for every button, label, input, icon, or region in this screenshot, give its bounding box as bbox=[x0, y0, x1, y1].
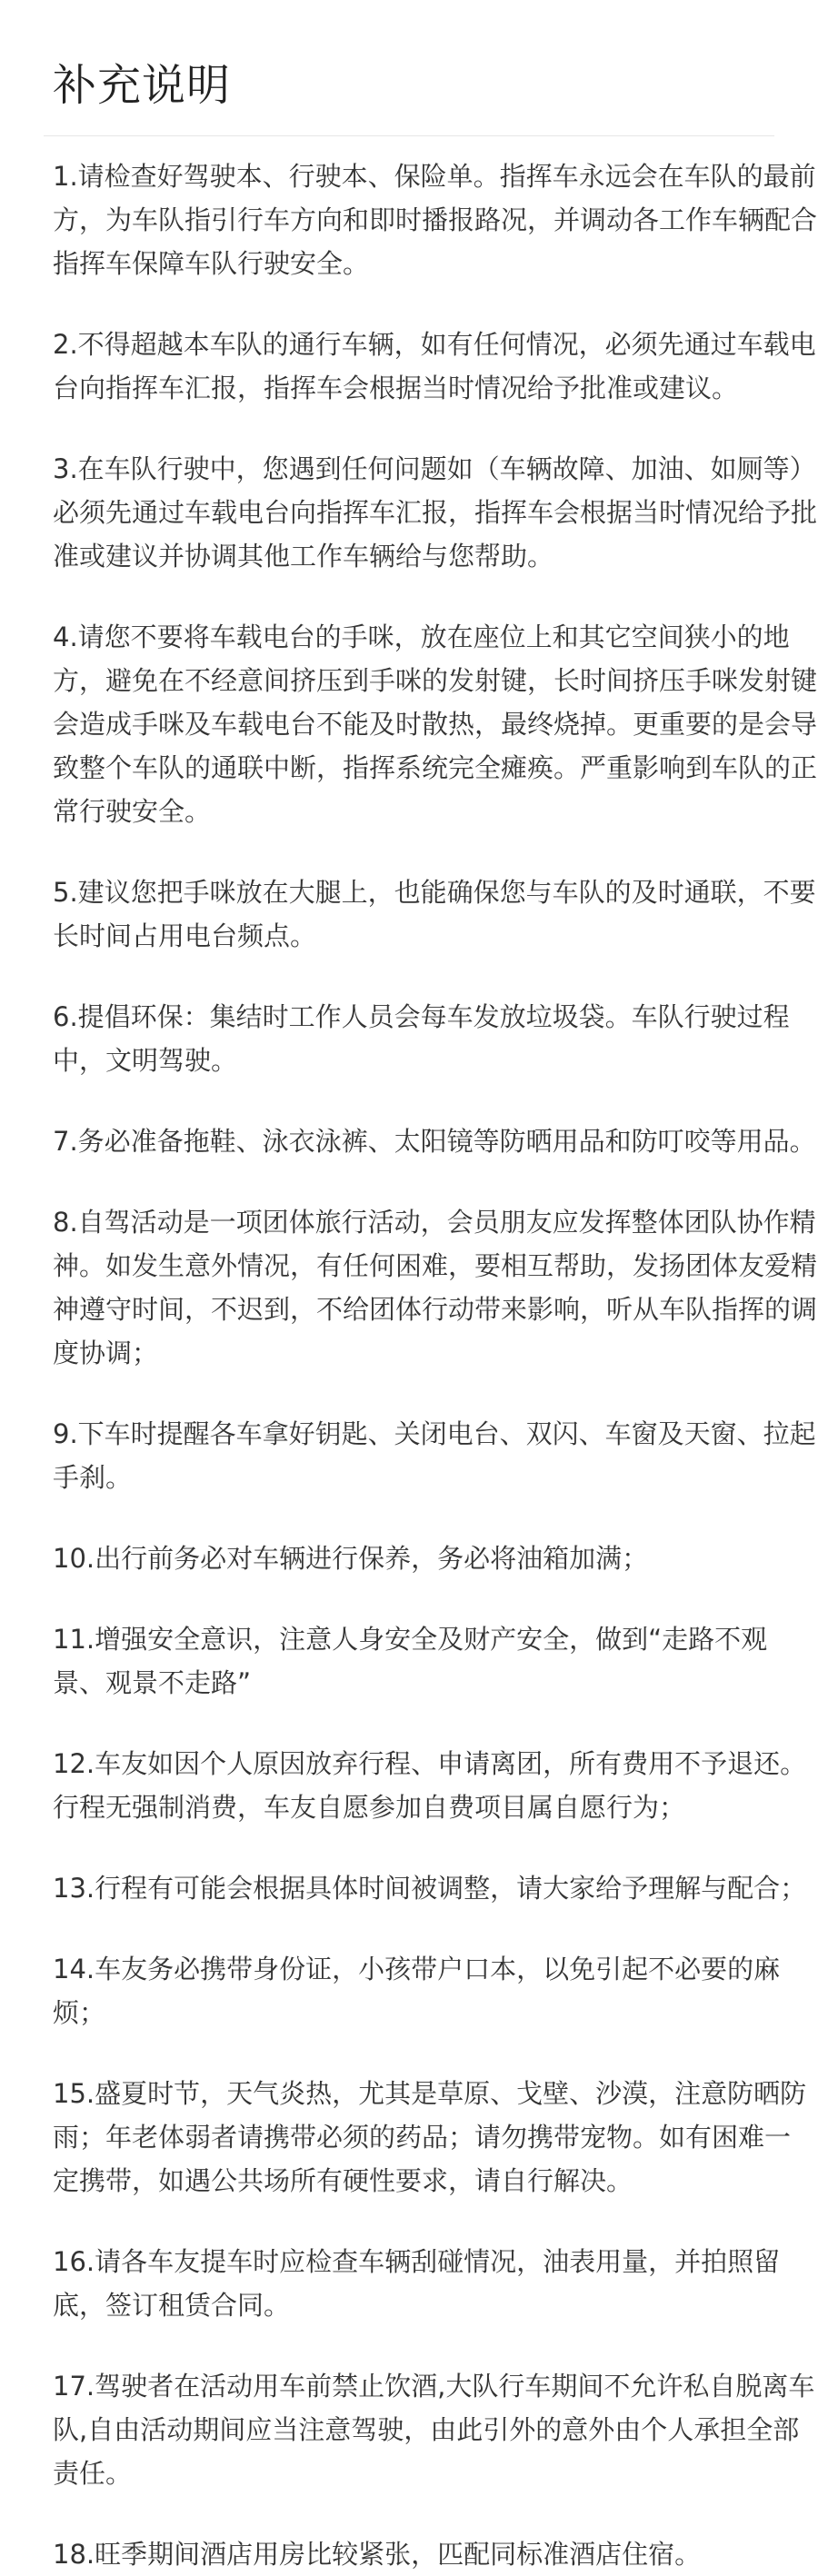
note-line: 神遵守时间，不迟到，不给团体行动带来影响，听从车队指挥的调 bbox=[53, 1294, 818, 1325]
note-item bbox=[53, 1742, 807, 1829]
note-text bbox=[53, 1617, 768, 1705]
note-line: 9.下车时提醒各车拿好钥匙、关闭电台、双闪、车窗及天窗、拉起 bbox=[53, 1418, 816, 1449]
note-line: 致整个车队的通联中断，指挥系统完全瘫痪。严重影响到车队的正 bbox=[53, 752, 818, 783]
note-line: 15.盛夏时节，天气炎热，尤其是草原、戈壁、沙漠，注意防晒防 bbox=[53, 2078, 807, 2109]
note-item bbox=[53, 2532, 765, 2576]
note-line: 14.车友务必携带身份证，小孩带户口本，以免引起不必要的麻 bbox=[53, 1954, 781, 1984]
note-text bbox=[53, 2072, 807, 2203]
note-line: 4.请您不要将车载电台的手咪，放在座位上和其它空间狭小的地 bbox=[53, 622, 790, 652]
note-text bbox=[53, 615, 818, 833]
note-line: 指挥车保障车队行驶安全。 bbox=[53, 248, 370, 279]
note-line: 长时间占用电台频点。 bbox=[53, 920, 317, 951]
note-item bbox=[53, 1537, 765, 1580]
note-line: 手刹。 bbox=[53, 1462, 133, 1493]
note-line: 会造成手咪及车载电台不能及时散热，最终烧掉。更重要的是会导 bbox=[53, 709, 818, 740]
note-line: 17.驾驶者在活动用车前禁止饮酒,大队行车期间不允许私自脱离车 bbox=[53, 2371, 815, 2402]
note-text bbox=[53, 154, 818, 285]
page-title: 补充说明 bbox=[53, 60, 232, 111]
title-divider bbox=[44, 135, 774, 136]
note-line: 2.不得超越本车队的通行车辆，如有任何情况，必须先通过车载电 bbox=[53, 329, 816, 360]
note-line: 8.自驾活动是一项团体旅行活动，会员朋友应发挥整体团队协作精 bbox=[53, 1207, 816, 1238]
note-line: 12.车友如因个人原因放弃行程、申请离团，所有费用不予退还。 bbox=[53, 1748, 807, 1779]
note-line: 台向指挥车汇报，指挥车会根据当时情况给予批准或建议。 bbox=[53, 373, 739, 403]
note-text bbox=[53, 870, 816, 958]
note-line: 5.建议您把手咪放在大腿上，也能确保您与车队的及时通联，不要 bbox=[53, 877, 816, 908]
note-line: 准或建议并协调其他工作车辆给与您帮助。 bbox=[53, 541, 554, 572]
note-line: 定携带，如遇公共场所有硬性要求，请自行解决。 bbox=[53, 2165, 633, 2196]
note-line: 7.务必准备拖鞋、泳衣泳裤、太阳镜等防晒用品和防叮咬等用品。 bbox=[53, 1126, 816, 1157]
note-text bbox=[53, 1537, 765, 1580]
note-item bbox=[53, 1119, 816, 1163]
note-line: 中，文明驾驶。 bbox=[53, 1045, 238, 1076]
note-item bbox=[53, 2364, 815, 2495]
note-line: 烦； bbox=[53, 1997, 106, 2028]
note-line: 3.在车队行驶中，您遇到任何问题如（车辆故障、加油、如厕等） bbox=[53, 453, 816, 484]
notes-list bbox=[53, 154, 818, 2576]
note-item bbox=[53, 323, 816, 410]
note-line: 底，签订租赁合同。 bbox=[53, 2290, 291, 2321]
note-text bbox=[53, 1947, 781, 2034]
note-text bbox=[53, 1412, 816, 1499]
note-line: 18.旺季期间酒店用房比较紧张，匹配同标准酒店住宿。 bbox=[53, 2539, 702, 2570]
note-text bbox=[53, 447, 818, 578]
note-text bbox=[53, 2240, 781, 2327]
note-item bbox=[53, 154, 818, 285]
note-text bbox=[53, 1742, 807, 1829]
note-line: 13.行程有可能会根据具体时间被调整，请大家给予理解与配合； bbox=[53, 1873, 807, 1904]
note-line: 雨；年老体弱者请携带必须的药品；请勿携带宠物。如有困难一 bbox=[53, 2122, 792, 2153]
note-text bbox=[53, 2532, 765, 2576]
note-line: 常行驶安全。 bbox=[53, 796, 212, 827]
note-item bbox=[53, 2072, 807, 2203]
note-line: 景、观景不走路” bbox=[53, 1667, 252, 1698]
note-item bbox=[53, 615, 818, 833]
note-text bbox=[53, 1119, 816, 1163]
note-line: 度协调； bbox=[53, 1338, 159, 1368]
note-item bbox=[53, 1947, 781, 2034]
note-line: 1.请检查好驾驶本、行驶本、保险单。指挥车永远会在车队的最前 bbox=[53, 161, 816, 192]
note-item bbox=[53, 1200, 818, 1375]
note-text bbox=[53, 323, 816, 410]
note-line: 必须先通过车载电台向指挥车汇报，指挥车会根据当时情况给予批 bbox=[53, 497, 818, 528]
note-item bbox=[53, 1412, 816, 1499]
note-line: 16.请各车友提车时应检查车辆刮碰情况，油表用量，并拍照留 bbox=[53, 2246, 781, 2277]
note-line: 11.增强安全意识，注意人身安全及财产安全，做到“走路不观 bbox=[53, 1624, 768, 1655]
note-line: 6.提倡环保：集结时工作人员会每车发放垃圾袋。车队行驶过程 bbox=[53, 1001, 790, 1032]
note-line: 行程无强制消费，车友自愿参加自费项目属自愿行为； bbox=[53, 1792, 686, 1823]
note-text bbox=[53, 1866, 807, 1910]
note-line: 神。如发生意外情况，有任何困难，要相互帮助，发扬团体友爱精 bbox=[53, 1250, 818, 1281]
note-line: 方，避免在不经意间挤压到手咪的发射键，长时间挤压手咪发射键 bbox=[53, 665, 818, 696]
note-line: 10.出行前务必对车辆进行保养，务必将油箱加满； bbox=[53, 1543, 649, 1574]
note-text bbox=[53, 1200, 818, 1375]
note-text bbox=[53, 995, 790, 1082]
note-item bbox=[53, 995, 790, 1082]
note-line: 方，为车队指引行车方向和即时播报路况，并调动各工作车辆配合 bbox=[53, 204, 818, 235]
note-line: 责任。 bbox=[53, 2458, 133, 2489]
note-item bbox=[53, 870, 816, 958]
note-line: 队,自由活动期间应当注意驾驶，由此引外的意外由个人承担全部 bbox=[53, 2414, 800, 2445]
note-item bbox=[53, 1866, 807, 1910]
note-text bbox=[53, 2364, 815, 2495]
note-item bbox=[53, 2240, 781, 2327]
note-item bbox=[53, 1617, 768, 1705]
note-item bbox=[53, 447, 818, 578]
